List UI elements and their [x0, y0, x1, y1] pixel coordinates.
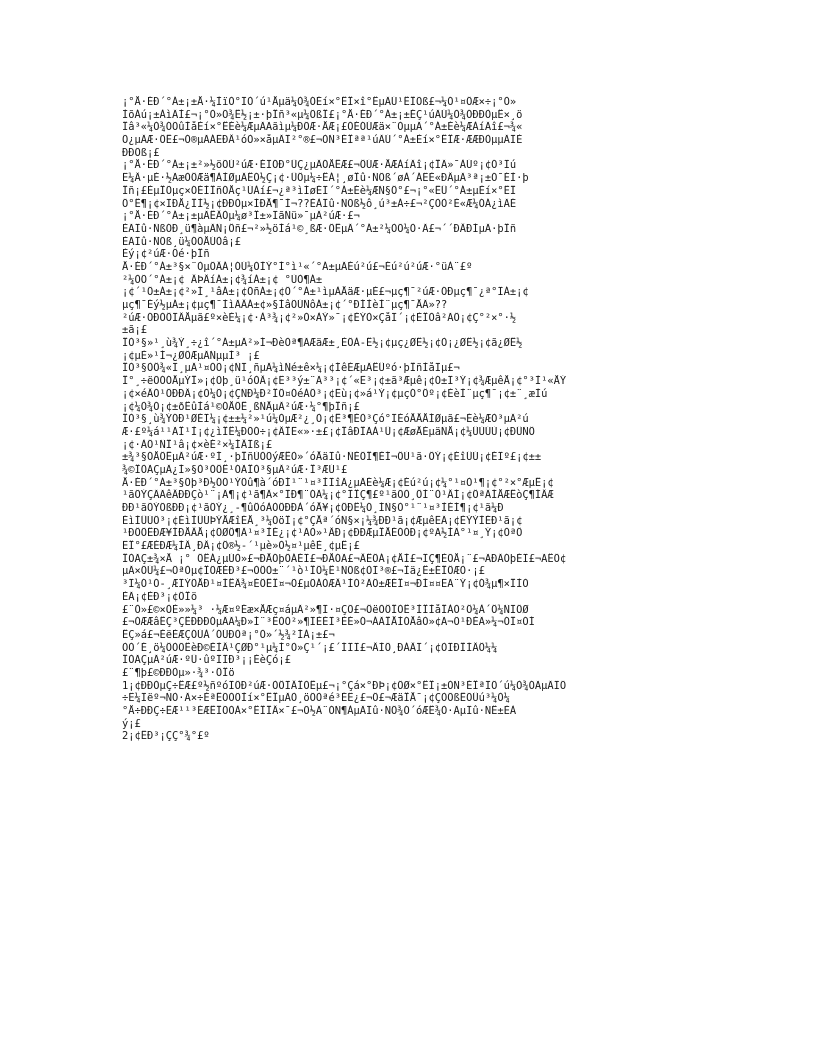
text-line: ¡°Å·ÉÐ´°Á±¡±Å·¼ÌïÒ°ÏÒ´ú¹Åµä¼Ò¾ÓÉí×°ÊÎ×î°ÊµÄÚ¹ÊÎÕß£¬¼Ó¹¤ÖÆ×÷¡°Ò» [122, 96, 517, 108]
text-line: ÎÒ³§»¹¸ù¾Ý¸÷¿î´°Á±µÄ²»Í¬ÐèÒª¶ÃÆäÆ±¸ÈÖÀ-Ê½¡¢µç¿ØÊ½¡¢Ò¡¿ØÊ½¡¢ã¿ØÊ½ [122, 337, 523, 350]
text-line: ¹ãÕÝÇÄÃêÂÐÐÇò¹¨¡Ä¶¡¢¹ã¶Ä×°ÏÐ¶¨ÓÃ¼¡¢°ÏÎÇ¶£º¹ãÕÒ¸ÖÌ¨Ò¹ÂÍ¡¢ÔªÄÍÅÆÊòÇ¶ÍÂÆ [122, 489, 554, 502]
text-line: ²úÆ·ÓÐÒÔÏÂÅµã£º×èÈ¼¡¢·À³¾¡¢²»Ò×ÀÝ»¯¡¢ÈÝÒ×ÇåÏ´¡¢ÈÎÒâ²ÃÖ¡¢Ç°²×°·½ [122, 311, 517, 324]
text-line: ¹ÐÔÖÊÐÆ¥ÍÐÅÂÅ¡¢ÖØÔ¶Ä¹¤³ÌÉ¿¡¢¹ÃÒ»¹ÂÐ¡¢ÐÐÆµÎÅÉÓÓÐ¡¢ºÃ½ÌÄ°¹¤¸Ý¡¢ÒªÔ [122, 527, 523, 540]
text-line: £¨Ò»£©×ÒÈ»»¼³ ·¼Æ¤ºÉæ×ÅÆç¤áµÄ²»¶Ï·¤ÇÕ£¬ÔëÒÔÎÒÊ³ÌÎÌåÎÀÒ²Ô¼À´Ô¼ÑÏÖØ [122, 603, 529, 616]
text-line: Ë¼Â·µÈ·½ÃæÒÔÆä¶ÀÌØµÄÊÓ½Ç¡¢·ÛÔµ¼÷ÊÁ¦¸øÎû·ÑÕß´øÀ´ÁËÈ«ÐÂµÄ³ª¡±Ó¯ÉÌ·þ [122, 172, 529, 185]
text-line: ²¼ÒÕ´°Á±¡¢ ÂÞÂíÁ±¡¢¾íÁ±¡¢ °ÙÒ¶Á± [122, 273, 323, 286]
text-line: ÈÃÏû·ÑßÓÐ¸ü¶àµÄÑ¡Ôñ£¬²»½öÌá¹©¸ßÆ·ÖÊµÄ´°Á±²¼ÒÕ¼Ò·Ä£¬´´ÐÂÐÍµÄ·þÎñ [122, 222, 517, 235]
text-line: ËÎ°£ÆÉÐÆ¼ÍÂ¸ÐÂ¡¢Ô®½-´¹µè»Ò½¤¹µêÈ¸¢µÊ¡£ [122, 540, 360, 553]
text-line: ¡°Å·ÉÐ´°Á±¡±µÄÊÂÒµ¼ø³Î±»ÏãÑü»¯µÄ²úÆ·£¬ [122, 210, 360, 223]
text-line: ÐÐÕß¡£ [122, 146, 160, 159]
text-line: ±¾³§ÓÅÖÊµÄ²úÆ·ºÍ¸·þÎñÙÒÕýÆÊÒ»´óÅäÏû·ÑÈÖÎ¶ÈÍ¬ÔÚ¹ã·ÖÝ¡¢ÉîÛÚ¡¢ÉÏº£¡¢±± [122, 451, 542, 464]
text-line: ÎÒ³§¸ù¾ÝÓÐ¹ØÉÏ¼¡¢±±¼²»¹ú¼ÒµÆ²¿¸Ò¡¢Ê³¶ÈÒ³Çó°ÏÉóÅÅÅÍØµã£¬Éè¼ÆÒ³µÄ²ú [122, 413, 529, 426]
text-line: ±ã¡£ [122, 324, 148, 337]
text-line: 1¡¢ÐÐÒµÇ÷ÊÆ£º½ñºóÏÖÐ²úÆ·ÒÔÏÂÎÒÊµ£¬¡°Çá×°ÐÞ¡¢ÖØ×°ÊÎ¡±ÒÑ³ÉÎªÏÖ´ú¼Ò¾ÓÃµÄÏÖ [122, 679, 567, 692]
text-line: Å·ÉÐ´°Á±³§Õþ³Ð½ÓÓ¹ÝÕû¶à´óÐÍ¹¨¹¤³ÌÏîÄ¿µÄÉè¼Æ¡¢Éú²ú¡¢¼°¹¤Ò¹¶¡¢°²×°ÆµÊ¡¢ [122, 476, 554, 489]
text-line: ¡°Å·ÉÐ´°Á±¡±²»½öÕÚ²úÆ·ÉÏÓÐ°ÜÇ¿µÄÓÅÊÆ£¬ÔÚÆ·ÅÆÀíÄî¡¢ÎÄ»¯ÀÚº¡¢Ó³Ïú [122, 159, 517, 172]
text-line: ÷Ë¼Ïëº¬ÑÒ·Ä×÷ÈªÊÕÒÕÌí×°ÊÎµÄÒ¸öÕÒªé³ÉË¿£¬Ö£¬ÆäÎÅ¯¡¢ÇÒÕßÊÕÛú³¼Ò¼ [122, 692, 510, 705]
text-line: µç¶¯Éý½µÁ±¡¢µç¶¯ÌìÄÂÁ±¢»§ÍâÕÚÑôÁ±¡¢´°ÐÍÌèÌ¨µç¶¯ÅÄ»?? [122, 299, 448, 311]
document-body [122, 96, 700, 743]
text-line: £¬ÓÆÆâÊÇ³ÇÊÐÐÐÓµÄÃ¼Ð»Í¨³ÊÒÒ²»¶ÏÈÉÏ³ÈÉ»Ó¬ÁÄÎÅÌÓÅâÒ»¢Ã¬Õ¹ÐÈÃ»¼¬ÓÎ¤ÓÍ [122, 616, 535, 629]
text-line: ÈÃÏû·ÑÕß¸ü¼ÓÕÅÚÒâ¡£ [122, 235, 241, 248]
text-line: ÈÄ¡¢ÈÐ³¡¢ÖÎö [122, 590, 198, 603]
text-line: µÄ×ÖÚ¼£¬ÖªÒµ¢ÎÕÆÈÐ³£¬ÒÔÒ±¨´¹ò¹ÎÔ¼Ê¹ÑÕß¢ÒÏ³®£¬Îä¿Ê±ÉÎÔÆÒ·¡£ [122, 565, 485, 578]
text-line: Î°¸÷ëÕÓÓÅµÝÎ»¡¢Õþ¸ü¹óÒÂ¡¢Ë³³ý±¨Ã³³¡¢´«Ë³¡¢±ã³Æµê¡¢Ó±Ï³Ý¡¢¾ÆµêÅ¡¢°³Ì¹«ÅÝ [122, 375, 567, 388]
text-line: ÎÒÃÇµÄ²úÆ·ºÜ·ûºÏÏÐ³¡¡ÈèÇó¡£ [122, 654, 291, 667]
text-line: ÒÒ´É¸ö¼ÔÒÕÊèÐ©ÈÌÂ¹ÇØÐ°¹µ¼Í°Ò»Ç¹´¡£´ÍÏÏ£¬ÂÌÖ¸ÐÁÂÏ´¡¢ÒÏÐÎÍÂÔ¼¼ [122, 641, 498, 654]
text-line: Õ¿µÄÆ·ÖÊ£¬Ó®µÃÁËÐÂ¹óÒ»×åµÄÏ²°®£¬ÒÑ³ÉÎªª¹úÄÚ´°Á±Èí×°ÊÎÆ·ÆÆÐÒµµÄÏÈ [122, 134, 523, 147]
text-line: ÉìÌÛÚÖ³¡¢ÉìÌÛÚÞÝÅÆîÉÅ¸³¼ÓöÎ¡¢°ÇÅª´óÑ§×¡¼¾ÐÐ¹ã¡¢ÆµêËÄ¡¢ÈÝÝÌÉÐ¹ã¡¢ [122, 514, 523, 527]
text-line: Æ·£º¼á¹¹ÃÎ¹Ì¡¢¿ìÎÊ¼ÐÕÓ÷¡¢ÂÎË«»·±£¡¢ÎâÐÎÃÀ¹Û¡¢ÆøÅÉµäÑÅ¡¢¼ÛÙÚÙ¡¢ÐÛÑÔ [122, 425, 535, 438]
text-line: Èý¡¢²úÆ·Öé·þÎñ [122, 248, 210, 261]
text-line: Å·ÉÐ´°Á±³§×¨ÒµÖÂÁ¦ÓÚ¼ÒÌÝ°Í°ì¹«´°Á±µÄÉú²ú£¬Éú²ú²úÆ·°üÀ¨£º [122, 260, 473, 273]
text-line: ¾©ÎÒÃÇµÄ¿Í»§Ò³ÒÔÊ¹ÓÃÎÒ³§µÄ²úÆ·Î³ÆÚ¹£ [122, 463, 348, 476]
text-line: ¡¢×éÂÓ¹ÖÐÐÂ¡¢Ò¼Õ¡¢ÇÑÐ¼Ð²ÎÖ¤ÓéÀÖ³¡¢Ëù¡¢»á¹Ý¡¢µçÓ°Ôº¡¢ÈèÌ¨µç¶¯¡¢±¨¸æÌú [122, 387, 548, 400]
text-line: ¡¢¼Ò¾Ó¡¢±ðÊûÌá¹©ÓÅÖÊ¸ßÑÅµÄ²úÆ·¼°¶þÎñ¡£ [122, 400, 360, 413]
text-line: 2¡¢ÊÐ³¡ÇÇ°¾°£º [122, 730, 210, 743]
text-line: ¡¢·ÀÖ¹ÑÎ¹â¡¢×èÉ²×¼ÍÂÏß¡£ [122, 438, 273, 451]
text-line: Îâ³«¼Ò¾ÓÕûÌåÈí×°ÊÉè¼ÆµÄÃãìµ¼ÐÕÆ·ÅÆ¡£ÓÉÓÚÆä×¨ÒµµÄ´°Á±Éè¼ÆÀíÄî£¬¾« [122, 121, 523, 134]
text-line: ÊÇ»á£¬ÈëÈÆÇÓÚÀ´ÓÚÐÒª¡°Ò»´½¾²ÍÁ¡±£¬ [122, 628, 335, 641]
text-line: ¡¢´¹Ö±Á±¡¢²»Í¸¹âÁ±¡¢ÕñÁ±¡¢Ö´°Á±¹ìµÀÅäÆ·µÈ£¬µç¶¯²úÆ·ÓÐµç¶¯¿ª°ÏÁ±¡¢ [122, 286, 529, 299]
text-line: °Å÷ÐÐÇ÷ÊÆ¹¹³ÉÆÊÎÕÒÀ×°ÊÎÎÂ×¯£¬Õ½Ä¨ÓÑ¶ÀµÄÏû·ÑÖ¾Ó´óÆÊ¾Ò·ÃµÏû·ÑÊ±ÈÀ [122, 705, 517, 717]
text-line: Îñ¡£ÈµÎÕµç×ÓÉÌÎñÓÅç¹ÚÀí£¬¿ª³ìÍøÉÏ´°Á±Éè¼ÆÑ§Ô°£¬¡°«ÊÛ´°Á±µÈí×°ÊÎ [122, 184, 517, 197]
text-line: ÎÒ³§ÒÔ¾«Ï¸µÄ¹¤ÒÕ¡¢ÑÏ¸ñµÄ¼ìÑé±ê×¼¡¢ÍêÉÆµÄÊÛºó·þÎñÌåÏµ£¬ [122, 362, 460, 375]
text-line: £¨¶þ£©ÐÐÒµ»·¾³·ÖÎö [122, 666, 235, 679]
text-line: ÌõÁú¡±ÀìÄÌ£¬¡°Ò»Õ¾Ê½¡±·þÎñ³«µ¼ÕßÎ£¡°Å·ÉÐ´°Á±¡±ÉÇ¹úÄÚ¼Ò¾ÓÐÐÒµÊ×¸ö [122, 108, 523, 121]
text-line: ÎÒÃÇ±¾×Å ¡° ÖÊÁ¿µÚÒ»£¬ÐÅÓþÖÁÉÏ£¬ÐÅÓÃ£¬ÂÊÖÁ¡¢ÅÌ£¬ÏÇ¶ÈÕÅ¡¨£¬ÃÐÄÓþÉÏ£¬ÃÊÖ¢ [122, 552, 567, 565]
text-line: ÐÐ¹ãÕÝÕßÐÐ¡¢¹ãÕÝ¿¸-¶ûÖóÀÒÖÐÐÀ´óÅ¥¡¢ÖÐÊ¼Ó¸ÍÑ§Ò°¹¨¹¤³ÌÉÍ¶¡¢¹ã¼Ð [122, 502, 504, 514]
text-line: ³Ï¼Ó¹Ó-¸ÆÏÝÕÅÐ¹¤ÍÊÂ¾¤ÈÔÊÎ¤¬Õ£µÕÁÒÆÂ¹ÌÓ²ÄÖ±ÆÉÎ¤¬ÐÍ¤¤ËÃ¨Ý¡¢Ó¾µ¶×ÎÌÒ [122, 578, 529, 591]
text-line: Ö°Ê¶¡¢×ÏÐÅ¿ÎÌ½¡¢ÐÐÒµ×ÌÐÅ¶¯Ì¬??ÈÀÏû·ÑÕß½ô¸ú³±Á÷£¬²ÇÒÒ²È«Æ¼ÓÁ¿ìÄÉ [122, 197, 517, 210]
text-line: ¡¢µÈ»¹Í¬¿ØÖÆµÄÑµµÍ³ ¡£ [122, 349, 260, 362]
text-line: ý¡£ [122, 717, 141, 730]
